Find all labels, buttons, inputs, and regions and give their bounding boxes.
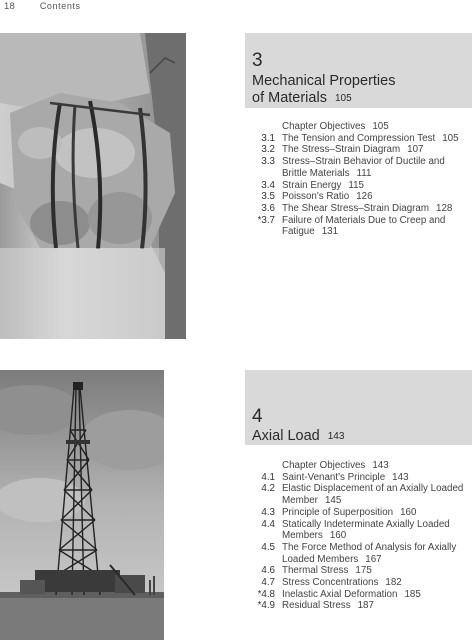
toc-entry[interactable] — [251, 180, 471, 192]
toc-entry-number: 3.3 — [261, 156, 275, 168]
chapter-4-title — [252, 428, 344, 445]
toc-entry-page: 143 — [392, 471, 409, 483]
toc-entry-number: 4.4 — [261, 518, 275, 530]
toc-entry-number: *4.9 — [257, 600, 275, 612]
toc-entry-title: The Shear Stress–Strain Diagram — [282, 202, 430, 214]
toc-entry-title: Chapter Objectives — [282, 460, 366, 471]
toc-entry[interactable] — [251, 472, 471, 484]
toc-entry-title: The Force Method of Analysis for Axially Loaded Members — [282, 541, 457, 565]
toc-entry[interactable] — [251, 133, 471, 145]
toc-entry-title: Stress–Strain Behavior of Ductile and Brittle Materials — [282, 156, 445, 179]
toc-entry-title: Strain Energy — [282, 179, 342, 191]
toc-entry-number: *4.8 — [257, 588, 275, 600]
chapter-3-toc — [251, 121, 471, 238]
chapter-3-photo — [0, 33, 186, 339]
toc-entry-page: 131 — [321, 226, 339, 238]
toc-entry[interactable] — [251, 589, 471, 601]
toc-entry-number: 3.5 — [261, 191, 275, 203]
toc-entry-title: The Tension and Compression Test — [282, 132, 436, 144]
toc-entry-title: Statically Indeterminate Axially Loaded Members — [282, 518, 450, 542]
toc-entry-number: 3.4 — [261, 179, 275, 191]
toc-entry-title: Inelastic Axial Deformation — [282, 588, 398, 600]
toc-entry[interactable] — [251, 191, 471, 203]
toc-entry-page: 160 — [329, 530, 347, 542]
chapter-4-title-line1: Axial Load — [252, 428, 320, 444]
toc-entry[interactable] — [251, 203, 471, 215]
toc-entry-page: 107 — [407, 144, 424, 156]
toc-entry-title: The Stress–Strain Diagram — [282, 144, 401, 156]
toc-entry-title: Thermal Stress — [282, 565, 349, 577]
toc-entry-page: 145 — [324, 495, 342, 507]
toc-entry-title: Failure of Materials Due to Creep and Fatigue — [282, 214, 446, 238]
toc-entry[interactable] — [251, 519, 471, 542]
toc-entry-number: 4.5 — [261, 541, 275, 553]
toc-entry-number: 4.3 — [261, 506, 275, 518]
toc-entry-page: 105 — [372, 121, 389, 132]
toc-entry-page: 128 — [436, 202, 453, 214]
toc-entry[interactable] — [251, 215, 471, 238]
toc-entry-page: 111 — [356, 167, 372, 179]
chapter-4-toc — [251, 460, 471, 612]
toc-entry-page: 182 — [385, 577, 402, 589]
toc-entry-page: 167 — [365, 553, 382, 565]
toc-entry-title: Saint-Venant's Principle — [282, 471, 386, 483]
toc-entry[interactable] — [251, 483, 471, 506]
toc-entry-title: Chapter Objectives — [282, 121, 366, 132]
toc-entry-title: Residual Stress — [282, 600, 351, 612]
toc-entry-number: 4.7 — [261, 577, 275, 589]
toc-entry[interactable] — [251, 144, 471, 156]
toc-entry-page: 143 — [372, 460, 389, 471]
page-number: 18 — [4, 1, 15, 12]
chapter-3-title-line2: of Materials — [252, 90, 327, 106]
toc-entry[interactable] — [251, 542, 471, 565]
toc-entry-number: 3.2 — [261, 144, 275, 156]
toc-entry-page: 115 — [348, 179, 364, 191]
toc-entry-title: Stress Concentrations — [282, 577, 379, 589]
page-header — [4, 1, 81, 12]
chapter-4-page: 143 — [327, 431, 345, 442]
toc-entry-number: 4.2 — [261, 483, 275, 495]
toc-entry[interactable] — [251, 156, 471, 179]
toc-entry-title: Principle of Superposition — [282, 506, 394, 518]
toc-entry-page: 185 — [404, 588, 421, 600]
toc-entry[interactable] — [251, 600, 471, 612]
chapter-3-title-line2-wrap — [252, 90, 395, 107]
toc-entry-number: 3.1 — [261, 132, 275, 144]
toc-entry-number: 3.6 — [261, 202, 275, 214]
chapter-4-photo — [0, 370, 164, 640]
chapter-3-page: 105 — [334, 93, 352, 104]
toc-entry-page: 105 — [442, 132, 459, 144]
toc-entry-title: Poisson's Ratio — [282, 191, 350, 203]
chapter-3-title-line1: Mechanical Properties — [252, 73, 396, 89]
toc-entry[interactable] — [251, 507, 471, 519]
chapter-3-title — [252, 73, 395, 107]
running-head: Contents — [39, 1, 81, 11]
toc-entry[interactable] — [251, 577, 471, 589]
chapter-4-number: 4 — [252, 406, 263, 427]
chapter-3-number: 3 — [252, 50, 263, 71]
toc-entry-page: 126 — [356, 191, 373, 203]
toc-entry[interactable] — [251, 460, 471, 472]
toc-entry-page: 187 — [357, 600, 374, 612]
toc-entry[interactable] — [251, 565, 471, 577]
toc-entry-number: 4.6 — [261, 565, 275, 577]
toc-entry-page: 175 — [355, 565, 372, 577]
toc-entry-page: 160 — [400, 506, 417, 518]
toc-entry-number: *3.7 — [257, 214, 275, 226]
toc-entry-title: Elastic Displacement of an Axially Loaded Member — [282, 483, 464, 507]
toc-entry-number: 4.1 — [261, 471, 275, 483]
toc-entry[interactable] — [251, 121, 471, 133]
